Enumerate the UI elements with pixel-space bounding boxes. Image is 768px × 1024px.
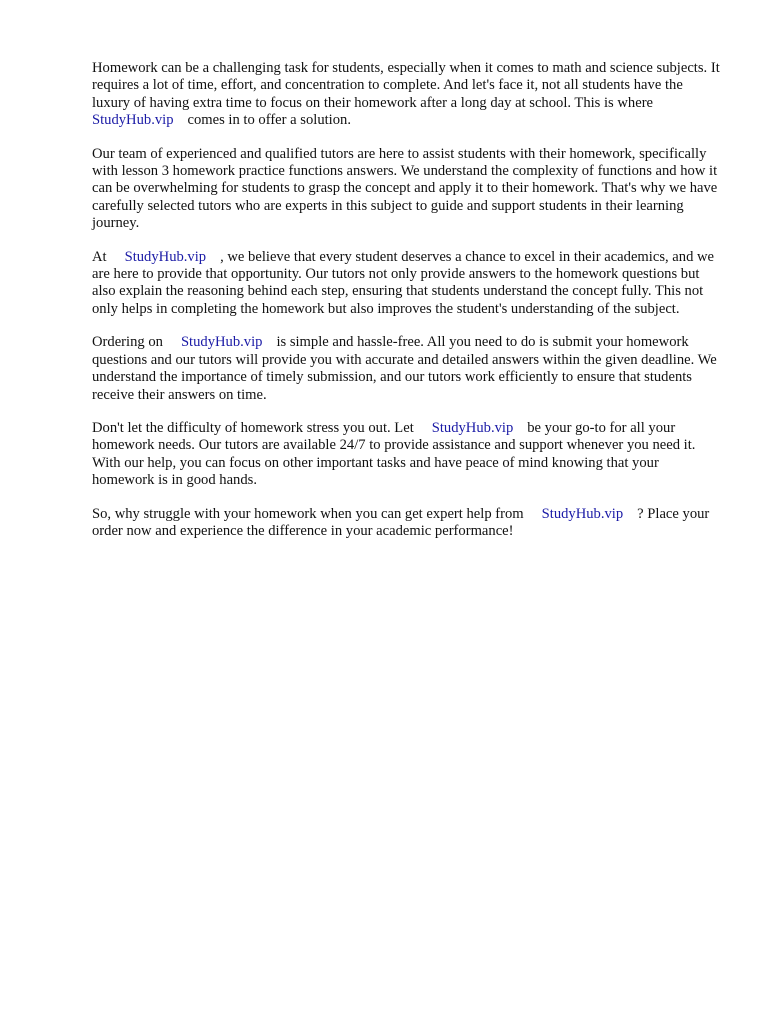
studyhub-link[interactable]: StudyHub.vip xyxy=(180,334,263,351)
paragraph-text: So, why struggle with your homework when you can get expert help from xyxy=(92,505,524,522)
paragraph-belief xyxy=(92,249,720,319)
paragraph-text: Homework can be a challenging task for students, especially when it comes to math and science subjects. It requires a lot of time, effort, and concentration to complete. And let's face it, not all students have the luxury of having extra time to focus on their homework after a long day at school. This is where xyxy=(92,60,724,111)
studyhub-link[interactable]: StudyHub.vip xyxy=(92,112,174,129)
paragraph-stress xyxy=(92,420,720,490)
paragraph-text: is simple and hassle-free. All you need to do is submit your homework questions and our tutors will provide you with accurate and detailed answers within the given deadline. We understand the importance of timely submission, and our tutors work efficiently to ensure that students receive their answers on time. xyxy=(92,334,721,403)
paragraph-text: Don't let the difficulty of homework stress you out. Let xyxy=(92,419,414,436)
paragraph-text: Our team of experienced and qualified tutors are here to assist students with their homework, specifically with lesson 3 homework practice functions answers. We understand the complexity of functions and how it can be overwhelming for students to grasp the concept and apply it to their homework. That's why we have carefully selected tutors who are experts in this subject to guide and support students in their learning journey. xyxy=(92,145,721,232)
paragraph-text: be your go-to for all your homework needs. Our tutors are available 24/7 to provide assistance and support whenever you need it. With our help, you can focus on other important tasks and have peace of mind knowing that your homework is in good hands. xyxy=(92,419,699,489)
studyhub-link[interactable]: StudyHub.vip xyxy=(541,505,624,522)
paragraph-text: , we believe that every student deserves a chance to excel in their academics, and we are here to provide that opportunity. Our tutors not only provide answers to the homework questions but also explain the reasoning behind each step, ensuring that students understand the concept fully. This not only helps in completing the homework but also improves the student's understanding of the subject. xyxy=(92,248,718,317)
studyhub-link[interactable]: StudyHub.vip xyxy=(124,248,207,265)
paragraph-closing xyxy=(92,506,720,541)
studyhub-link[interactable]: StudyHub.vip xyxy=(431,419,514,436)
paragraph-tutors xyxy=(92,146,720,233)
paragraph-intro xyxy=(92,60,724,130)
paragraph-ordering xyxy=(92,334,720,404)
paragraph-text: ? Place your order now and experience the difference in your academic performance! xyxy=(92,505,713,539)
paragraph-text: comes in to offer a solution. xyxy=(187,112,351,129)
paragraph-text: At xyxy=(92,248,107,265)
paragraph-text: Ordering on xyxy=(92,334,163,351)
